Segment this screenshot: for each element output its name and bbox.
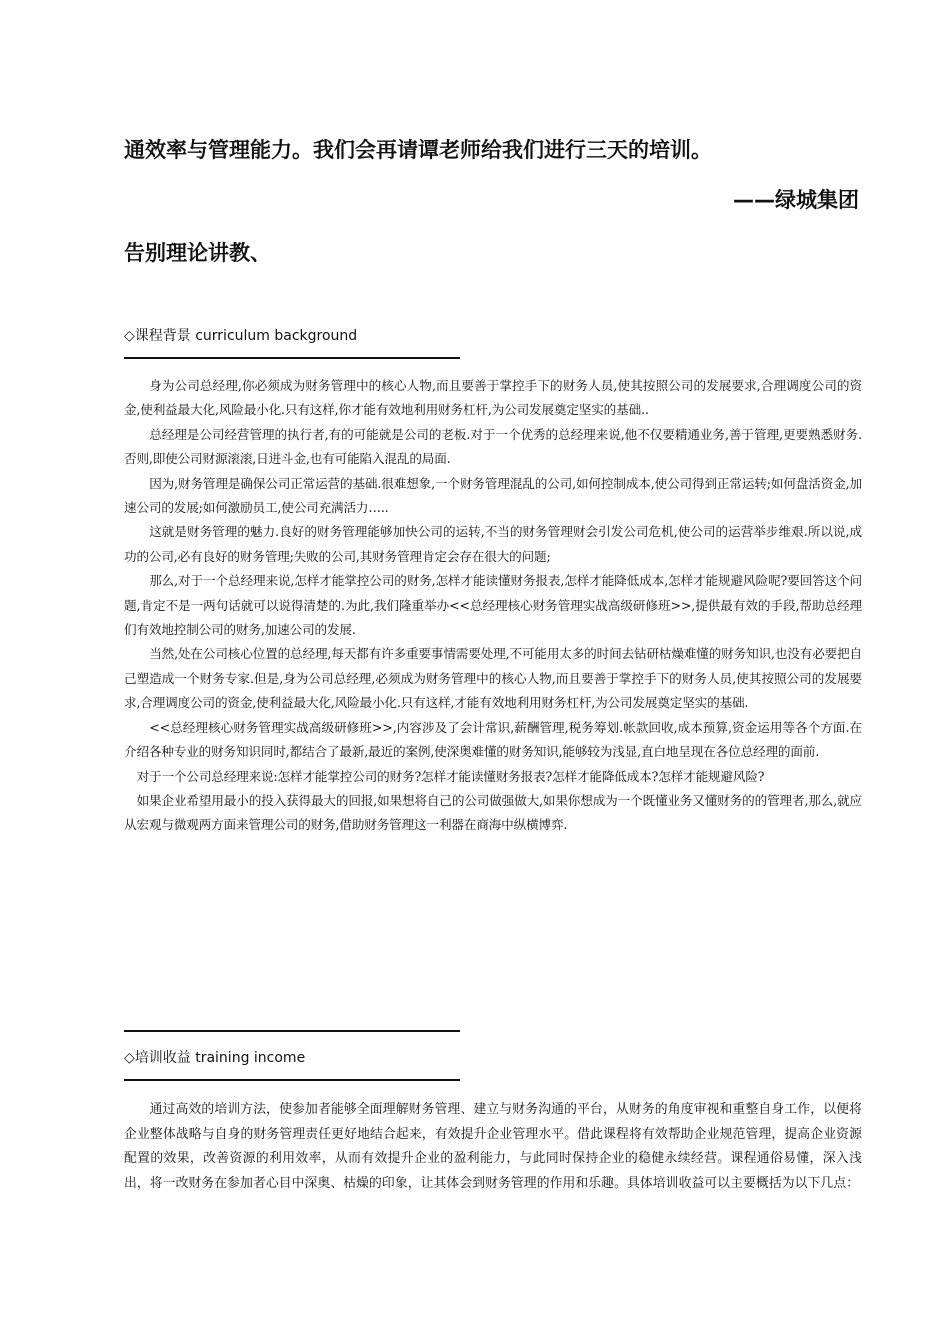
paragraph: 通过高效的培训方法，使参加者能够全面理解财务管理、建立与财务沟通的平台，从财务的角度审视和重整自身工作，以便将企业整体战略与自身的财务管理责任更好地结合起来，有效提升企业管理水平。借此课程将有效帮助企业规范管理，提高企业资源配置的效果，改善资源的利用效率，从而有效提升企业的盈利能力，与此同时保持企业的稳健永续经营。课程通俗易懂，深入浅出，将一改财务在参加者心目中深奥、枯燥的印象，让其体会到财务管理的作用和乐趣。具体培训收益可以主要概括为以下几点： (124, 1102, 862, 1191)
income-body (124, 1098, 862, 1196)
section-divider (124, 1079, 460, 1081)
section-heading-background: ◇课程背景 curriculum background (124, 328, 358, 344)
paragraph: 对于一个公司总经理来说:怎样才能掌控公司的财务?怎样才能读懂财务报表?怎样才能降低成本?怎样才能规避风险? (136, 768, 765, 784)
section-divider (124, 357, 460, 359)
paragraph: 那么,对于一个总经理来说,怎样才能掌控公司的财务,怎样才能读懂财务报表,怎样才能降低成本,怎样才能规避风险呢?要回答这个问题,肯定不是一两句话就可以说得清楚的.为此,我们隆重举办<<总经理核心财务管理实战高级研修班>>,提供最有效的手段,帮助总经理们有效地控制公司的财务,加速公司的发展. (124, 573, 862, 638)
paragraph: 如果企业希望用最小的投入获得最大的回报,如果想将自己的公司做强做大,如果你想成为一个既懂业务又懂财务的的管理者,那么,就应从宏观与微观两方面来管理公司的财务,借助财务管理这一利器在商海中纵横博弈. (124, 792, 862, 833)
paragraph: 总经理是公司经营管理的执行者,有的可能就是公司的老板.对于一个优秀的总经理来说,他不仅要精通业务,善于管理,更要熟悉财务.否则,即使公司财源滚滚,日进斗金,也有可能陷入混乱的局面. (124, 426, 862, 467)
paragraph: 身为公司总经理,你必须成为财务管理中的核心人物,而且要善于掌控手下的财务人员,使其按照公司的发展要求,合理调度公司的资金,使利益最大化,风险最小化.只有这样,你才能有效地利用财务杠杆,为公司发展奠定坚实的基础.. (124, 378, 862, 418)
quote-line: 通效率与管理能力。我们会再请谭老师给我们进行三天的培训。 (124, 138, 712, 162)
paragraph: 因为,财务管理是确保公司正常运营的基础.很难想象,一个财务管理混乱的公司,如何控制成本,使公司得到正常运转;如何盘活资金,加速公司的发展;如何激励员工,使公司充满活力….. (124, 475, 862, 516)
paragraph: 这就是财务管理的魅力.良好的财务管理能够加快公司的运转,不当的财务管理财会引发公司危机,使公司的运营举步维艰.所以说,成功的公司,必有良好的财务管理;失败的公司,其财务管理肯定会存在很大的问题; (124, 524, 862, 564)
section-heading-income: ◇培训收益 training income (124, 1050, 306, 1066)
paragraph: <<总经理核心财务管理实战高级研修班>>,内容涉及了会计常识,薪酬管理,税务筹划.帐款回收,成本预算,资金运用等各个方面.在介绍各种专业的财务知识同时,都结合了最新,最近的案例,使深奥难懂的财务知识,能够较为浅显,直白地呈现在各位总经理的面前. (124, 719, 862, 760)
background-body (124, 374, 862, 838)
quote-attribution: ——绿城集团 (733, 188, 859, 212)
subheading: 告别理论讲教、 (124, 241, 271, 265)
paragraph: 当然,处在公司核心位置的总经理,每天都有许多重要事情需要处理,不可能用太多的时间去钻研枯燥难懂的财务知识,也没有必要把自己塑造成一个财务专家.但是,身为公司总经理,必须成为财务管理中的核心人物,而且要善于掌控手下的财务人员,使其按照公司的发展要求,合理调度公司的资金,使利益最大化,风险最小化.只有这样,才能有效地利用财务杠杆,为公司发展奠定坚实的基础. (124, 646, 862, 711)
section-divider (124, 1030, 460, 1032)
